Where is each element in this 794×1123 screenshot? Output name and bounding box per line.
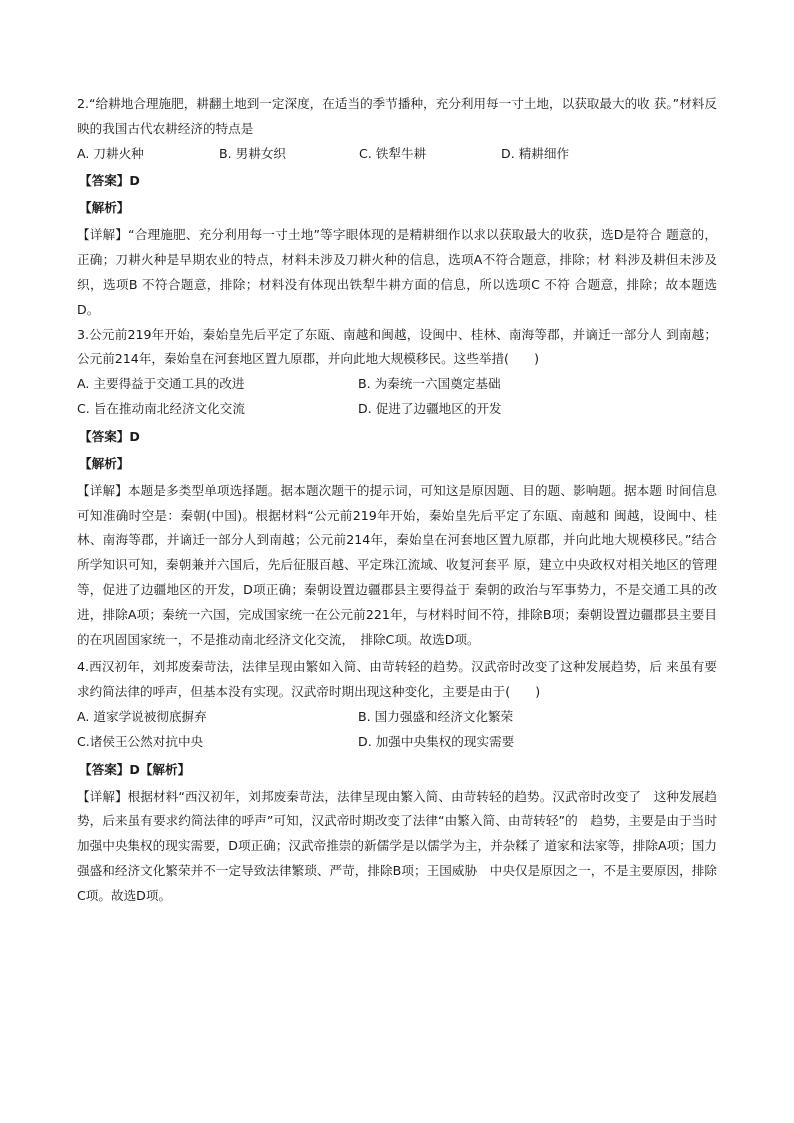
option-d: D. 加强中央集权的现实需要 — [358, 733, 515, 749]
option-a: A. 道家学说被彻底摒弃 — [77, 708, 207, 724]
option-b: B. 国力强盛和经济文化繁荣 — [358, 708, 514, 724]
option-d: D. 促进了边疆地区的开发 — [358, 400, 502, 416]
answer-label: 【答案】D — [79, 173, 140, 189]
option-a: A. 主要得益于交通工具的改进 — [77, 376, 245, 392]
document-page — [77, 92, 717, 909]
option-d: D. 精耕细作 — [501, 145, 570, 161]
option-a: A. 刀耕火种 — [77, 145, 144, 161]
question-stem: 2.“给耕地合理施肥，耕翻土地到一定深度，在适当的季节播种，充分利用每一寸土地，以获取最大的收 获。”材料反映的我国古代农耕经济的特点是 — [77, 96, 717, 136]
question-stem: 3.公元前219年开始，秦始皇先后平定了东瓯、南越和闽越，设闽中、桂林、南海等郡，并谪迁一部分人 到南越；公元前214年，秦始皇在河套地区置九原郡，并向此地大规模移民。这些举措( ) — [77, 326, 717, 367]
options-row — [77, 142, 717, 167]
detail-text: 【详解】本题是多类型单项选择题。据本题次题干的提示词，可知这是原因题、目的题、影响题。据本题 时间信息可知准确时空是：秦朝(中国)。根据材料“公元前219年开始，秦始皇先后平定了东瓯、南越和 闽越，设闽中、桂林、南海等郡，并谪迁一部分人到南越；公元前214年，秦始皇在河套地区置九原郡，并向此地大规模移民。”结合所学知识可知，秦朝兼并六国后，先后征服百越、平定珠江流域、收复河套平 原，建立中央政权对相关地区的管理等，促进了边疆地区的开发，D项正确；秦朝设置边疆郡县主要得益于 秦朝的政治与军事势力，不是交通工具的改进，排除A项；秦统一六国，完成国家统一在公元前221年，与材料时间不符，排除B项；秦朝设置边疆郡县主要目的在巩固国家统一，不是推动南北经济文化交流， 排除C项。故选D项。 — [77, 482, 717, 647]
answer-label: 【答案】D【解析】 — [79, 761, 191, 777]
question-2 — [77, 92, 717, 323]
option-b: B. 为秦统一六国奠定基础 — [358, 376, 501, 392]
detail-text: 【详解】根据材料“西汉初年，刘邦废秦苛法，法律呈现由繁入简、由苛转轻的趋势。汉武帝时改变了 这种发展趋势，后来虽有要求约简法律的呼声”可知，汉武帝时期改变了法律“由繁入简、由苛转轻”的 趋势，主要是由于当时加强中央集权的现实需要，D项正确；汉武帝推崇的新儒学是以儒学为主，并杂糅了 道家和法家等，排除A项；国力强盛和经济文化繁荣并不一定导致法律繁琐、严苛，排除B项；王国威胁 中央仅是原因之一，不是主要原因，排除C项。故选D项。 — [77, 788, 717, 903]
option-c: C. 旨在推动南北经济文化交流 — [77, 400, 245, 416]
options-row — [77, 372, 717, 397]
analysis-label: 【解析】 — [79, 200, 130, 216]
answer-label: 【答案】D — [79, 428, 140, 444]
option-c: C. 铁犁牛耕 — [359, 145, 427, 161]
question-3 — [77, 323, 717, 653]
question-stem: 4.西汉初年，刘邦废秦苛法，法律呈现由繁如入简、由苛转轻的趋势。汉武帝时改变了这种发展趋势，后 来虽有要求约简法律的呼声，但基本没有实现。汉武帝时期出现这种变化，主要是由于( ) — [77, 659, 717, 700]
options-row — [77, 397, 717, 422]
question-4 — [77, 655, 717, 908]
detail-text: 【详解】“合理施肥、充分利用每一寸土地”等字眼体现的是精耕细作以求以获取最大的收获，选D是符合 题意的，正确；刀耕火种是早期农业的特点，材料未涉及刀耕火种的信息，选项A不符合题意，排除；材 料涉及耕但未涉及织，选项B 不符合题意，排除；材料没有体现出铁犁牛耕方面的信息，所以选项C 不符 合题意，排除；故本题选D。 — [77, 227, 717, 317]
option-c: C.诸侯王公然对抗中央 — [77, 733, 204, 749]
analysis-label: 【解析】 — [79, 455, 130, 471]
option-b: B. 男耕女织 — [219, 145, 287, 161]
options-row — [77, 705, 717, 730]
options-row — [77, 730, 717, 755]
